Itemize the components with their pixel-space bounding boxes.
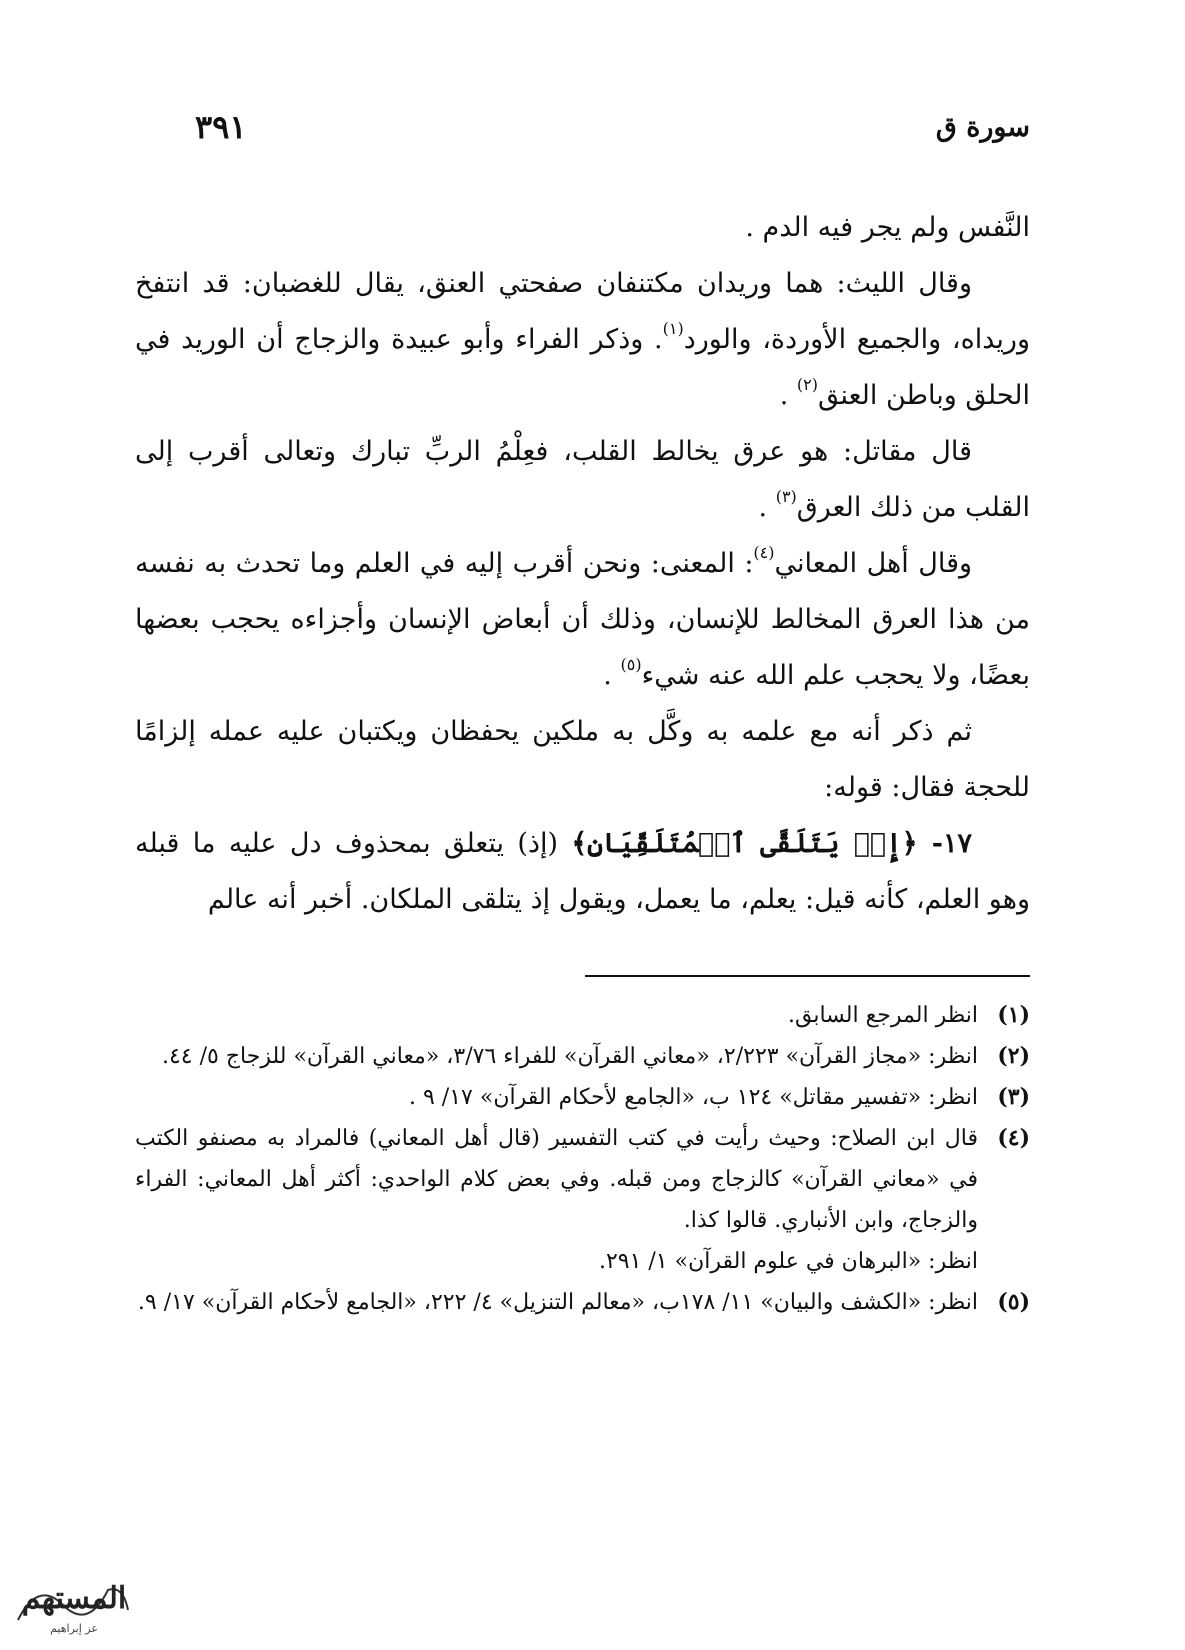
logo-subtext: عز إبراهيم [50, 1622, 98, 1635]
footnote [135, 1077, 1030, 1118]
footnote [135, 1282, 1030, 1323]
publisher-logo [8, 1560, 138, 1640]
footnote-text: انظر المرجع السابق. [788, 1003, 978, 1028]
footnote-ref[interactable]: (٥) [620, 655, 642, 674]
paragraph: قال مقاتل: هو عرق يخالط القلب، فعِلْمُ الربِّ تبارك وتعالى أقرب إلى القلب من ذلك العرق$^{(٣)}$ . [135, 436, 1030, 523]
paragraph: وقال الليث: هما وريدان مكتنفان صفحتي العنق، يقال للغضبان: قد انتفخ وريداه، والجميع الأوردة، والورد$^{(١)}$. وذكر الفراء وأبو عبيدة والزجاج أن الوريد في الحلق وباطن العنق$^{(٢)}$ . [135, 268, 1030, 411]
paragraph: ١٧- ﴿إِذۡ يَتَلَقَّى ٱلۡمُتَلَقِّيَانِ﴾ (إذ) يتعلق بمحذوف دل عليه ما قبله وهو العلم، كأنه قيل: يعلم، ما يعمل، ويقول إذ يتلقى الملكان. أخبر أنه عالم [135, 828, 1030, 915]
footnote-number: (٣) [997, 1084, 1030, 1110]
footnote-ref[interactable]: (٣) [775, 487, 797, 506]
footnote-ref[interactable]: (٢) [796, 375, 818, 394]
footnote [135, 1118, 1030, 1282]
paragraph: ثم ذكر أنه مع علمه به وكَّل به ملكين يحفظان ويكتبان عليه عمله إلزامًا للحجة فقال: قوله: [135, 716, 1030, 803]
footnote-number: (٤) [997, 1125, 1030, 1151]
footnote-number: (١) [997, 1002, 1030, 1028]
footnote-continuation: انظر: «البرهان في علوم القرآن» ١/ ٢٩١. [598, 1249, 978, 1274]
footnote [135, 995, 1030, 1036]
page-header [195, 108, 1030, 152]
footnote-ref[interactable]: (١) [662, 319, 684, 338]
paragraph: وقال أهل المعاني$^{(٤)}$: المعنى: ونحن أقرب إليه في العلم وما تحدث به نفسه من هذا العرق المخالط للإنسان، وذلك أن أبعاض الإنسان وأجزاءه يحجب بعضها بعضًا، ولا يحجب علم الله عنه شيء$^{(٥)}$ . [135, 543, 1030, 691]
footnote-text: انظر: «الكشف والبيان» ١١/ ١٧٨ب، «معالم التنزيل» ٤/ ٢٢٢، «الجامع لأحكام القرآن» ١٧/ ٩. [137, 1290, 978, 1315]
running-title: سورة ق [935, 112, 1030, 143]
footnote-text: قال ابن الصلاح: وحيث رأيت في كتب التفسير (قال أهل المعاني) فالمراد به مصنفو الكتب في «معاني القرآن» كالزجاج ومن قبله. وفي بعض كلام الواحدي: أكثر أهل المعاني: الفراء والزجاج، وابن الأنباري. قالوا كذا. [135, 1126, 978, 1233]
footnote-text: انظر: «مجاز القرآن» ٢/٢٢٣، «معاني القرآن» للفراء ٣/٧٦، «معاني القرآن» للزجاج ٥/ ٤٤. [161, 1044, 978, 1069]
footnotes [135, 995, 1030, 1323]
footnote-separator [585, 975, 1030, 977]
footnote-number: (٢) [997, 1043, 1030, 1069]
paragraph: النَّفس ولم يجر فيه الدم . [745, 212, 1030, 243]
footnote-ref[interactable]: (٤) [753, 543, 775, 562]
main-text [135, 200, 1030, 928]
footnote-number: (٥) [997, 1289, 1030, 1315]
logo-text: المستهم [21, 1581, 127, 1616]
footnote [135, 1036, 1030, 1077]
quran-verse: ١٧- ﴿إِذۡ يَتَلَقَّى ٱلۡمُتَلَقِّيَانِ﴾ [571, 828, 972, 859]
page-number: ٣٩١ [195, 108, 247, 146]
footnote-text: انظر: «تفسير مقاتل» ١٢٤ ب، «الجامع لأحكام القرآن» ١٧/ ٩ . [408, 1085, 978, 1110]
